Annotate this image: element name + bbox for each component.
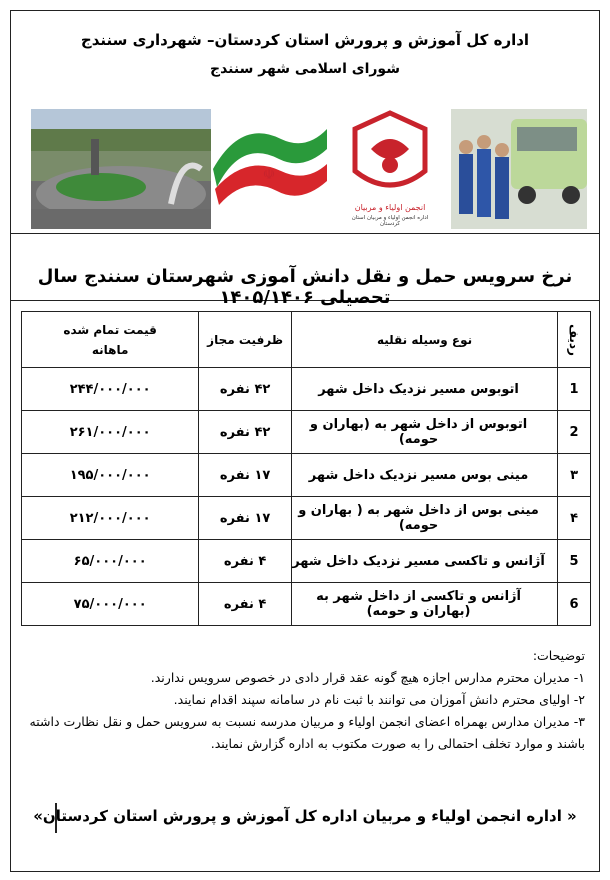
title-box [11, 233, 599, 308]
capacity: ۴ نفره [199, 583, 292, 626]
document-header [11, 11, 599, 231]
notes-heading: توضیحات: [532, 648, 585, 663]
vehicle-type: اتوبوس از داخل شهر به (بهاران و حومه) [291, 411, 557, 454]
row-number: 2 [558, 411, 591, 454]
note-item: ۱- مدیران محترم مدارس اجازه هیچ گونه عقد قرار دادی در خصوص سرویس ندارند. [150, 670, 585, 685]
rates-table [21, 311, 591, 626]
header-line-2: شورای اسلامی شهر سنندج [210, 61, 400, 77]
header-vehicle-type: نوع وسیله نقلیه [291, 312, 557, 368]
city-square-photo [31, 109, 211, 229]
notes-section [25, 645, 585, 755]
vehicle-type: مینی بوس از داخل شهر به ( بهاران و حومه) [291, 497, 557, 540]
table-row [22, 368, 591, 411]
monthly-price: ۱۹۵/۰۰۰/۰۰۰ [22, 454, 199, 497]
capacity: ۴ نفره [199, 540, 292, 583]
table-header-row [22, 312, 591, 368]
monthly-price: ۲۶۱/۰۰۰/۰۰۰ [22, 411, 199, 454]
vehicle-type: مینی بوس مسیر نزدیک داخل شهر [291, 454, 557, 497]
header-line-1: اداره کل آموزش و پرورش استان کردستان– شهرداری سنندج [80, 31, 530, 49]
table-row [22, 583, 591, 626]
students-bus-photo [451, 109, 587, 229]
capacity: ۴۲ نفره [199, 411, 292, 454]
table-row [22, 411, 591, 454]
capacity: ۱۷ نفره [199, 497, 292, 540]
document-page [10, 10, 600, 872]
table-row [22, 497, 591, 540]
footer-signature: « اداره انجمن اولیاء و مربیان اداره کل آموزش و پرورش استان کردستان» [33, 807, 577, 825]
capacity: ۱۷ نفره [199, 454, 292, 497]
svg-text:☫: ☫ [262, 167, 276, 183]
monthly-price: ۶۵/۰۰۰/۰۰۰ [22, 540, 199, 583]
header-row-number: ردیف [558, 312, 591, 368]
row-number: 6 [558, 583, 591, 626]
row-number: 1 [558, 368, 591, 411]
header-capacity: ظرفیت مجاز [199, 312, 292, 368]
monthly-price: ۲۱۲/۰۰۰/۰۰۰ [22, 497, 199, 540]
row-number: ۳ [558, 454, 591, 497]
monthly-price: ۲۴۴/۰۰۰/۰۰۰ [22, 368, 199, 411]
monthly-price: ۷۵/۰۰۰/۰۰۰ [22, 583, 199, 626]
iran-flag-graphic [211, 109, 329, 229]
vehicle-type: اتوبوس مسیر نزدیک داخل شهر [291, 368, 557, 411]
table-row [22, 454, 591, 497]
document-title: نرخ سرویس حمل و نقل دانش آموزی شهرستان سنندج سال تحصیلی ۱۴۰۵/۱۴۰۶ [37, 266, 573, 308]
parents-association-emblem [349, 109, 431, 229]
vehicle-type: آژانس و تاکسی از داخل شهر به (بهاران و حومه) [291, 583, 557, 626]
note-item: ۲- اولیای محترم دانش آموزان می توانند با ثبت نام در سامانه سپند اقدام نمایند. [173, 692, 585, 707]
header-monthly-price [22, 312, 199, 368]
row-number: 5 [558, 540, 591, 583]
row-number: ۴ [558, 497, 591, 540]
header-price-line-2: ماهانه [91, 342, 129, 357]
emblem-subtitle: اداره انجمن اولیاء و مربیان استان کردستان [351, 215, 429, 227]
vehicle-type: آژانس و تاکسی مسیر نزدیک داخل شهر [291, 540, 557, 583]
header-price-line-1: قیمت تمام شده [63, 322, 157, 337]
note-item: ۳- مدیران مدارس بهمراه اعضای انجمن اولیاء و مربیان مدرسه نسبت به سرویس حمل و نقل نظارت داشته باشند و موارد تخلف احتمالی را به صورت مکتوب به اداره گزارش نمایند. [29, 714, 585, 751]
capacity: ۴۲ نفره [199, 368, 292, 411]
table-row [22, 540, 591, 583]
emblem-title: انجمن اولیاء و مربیان [354, 203, 426, 212]
